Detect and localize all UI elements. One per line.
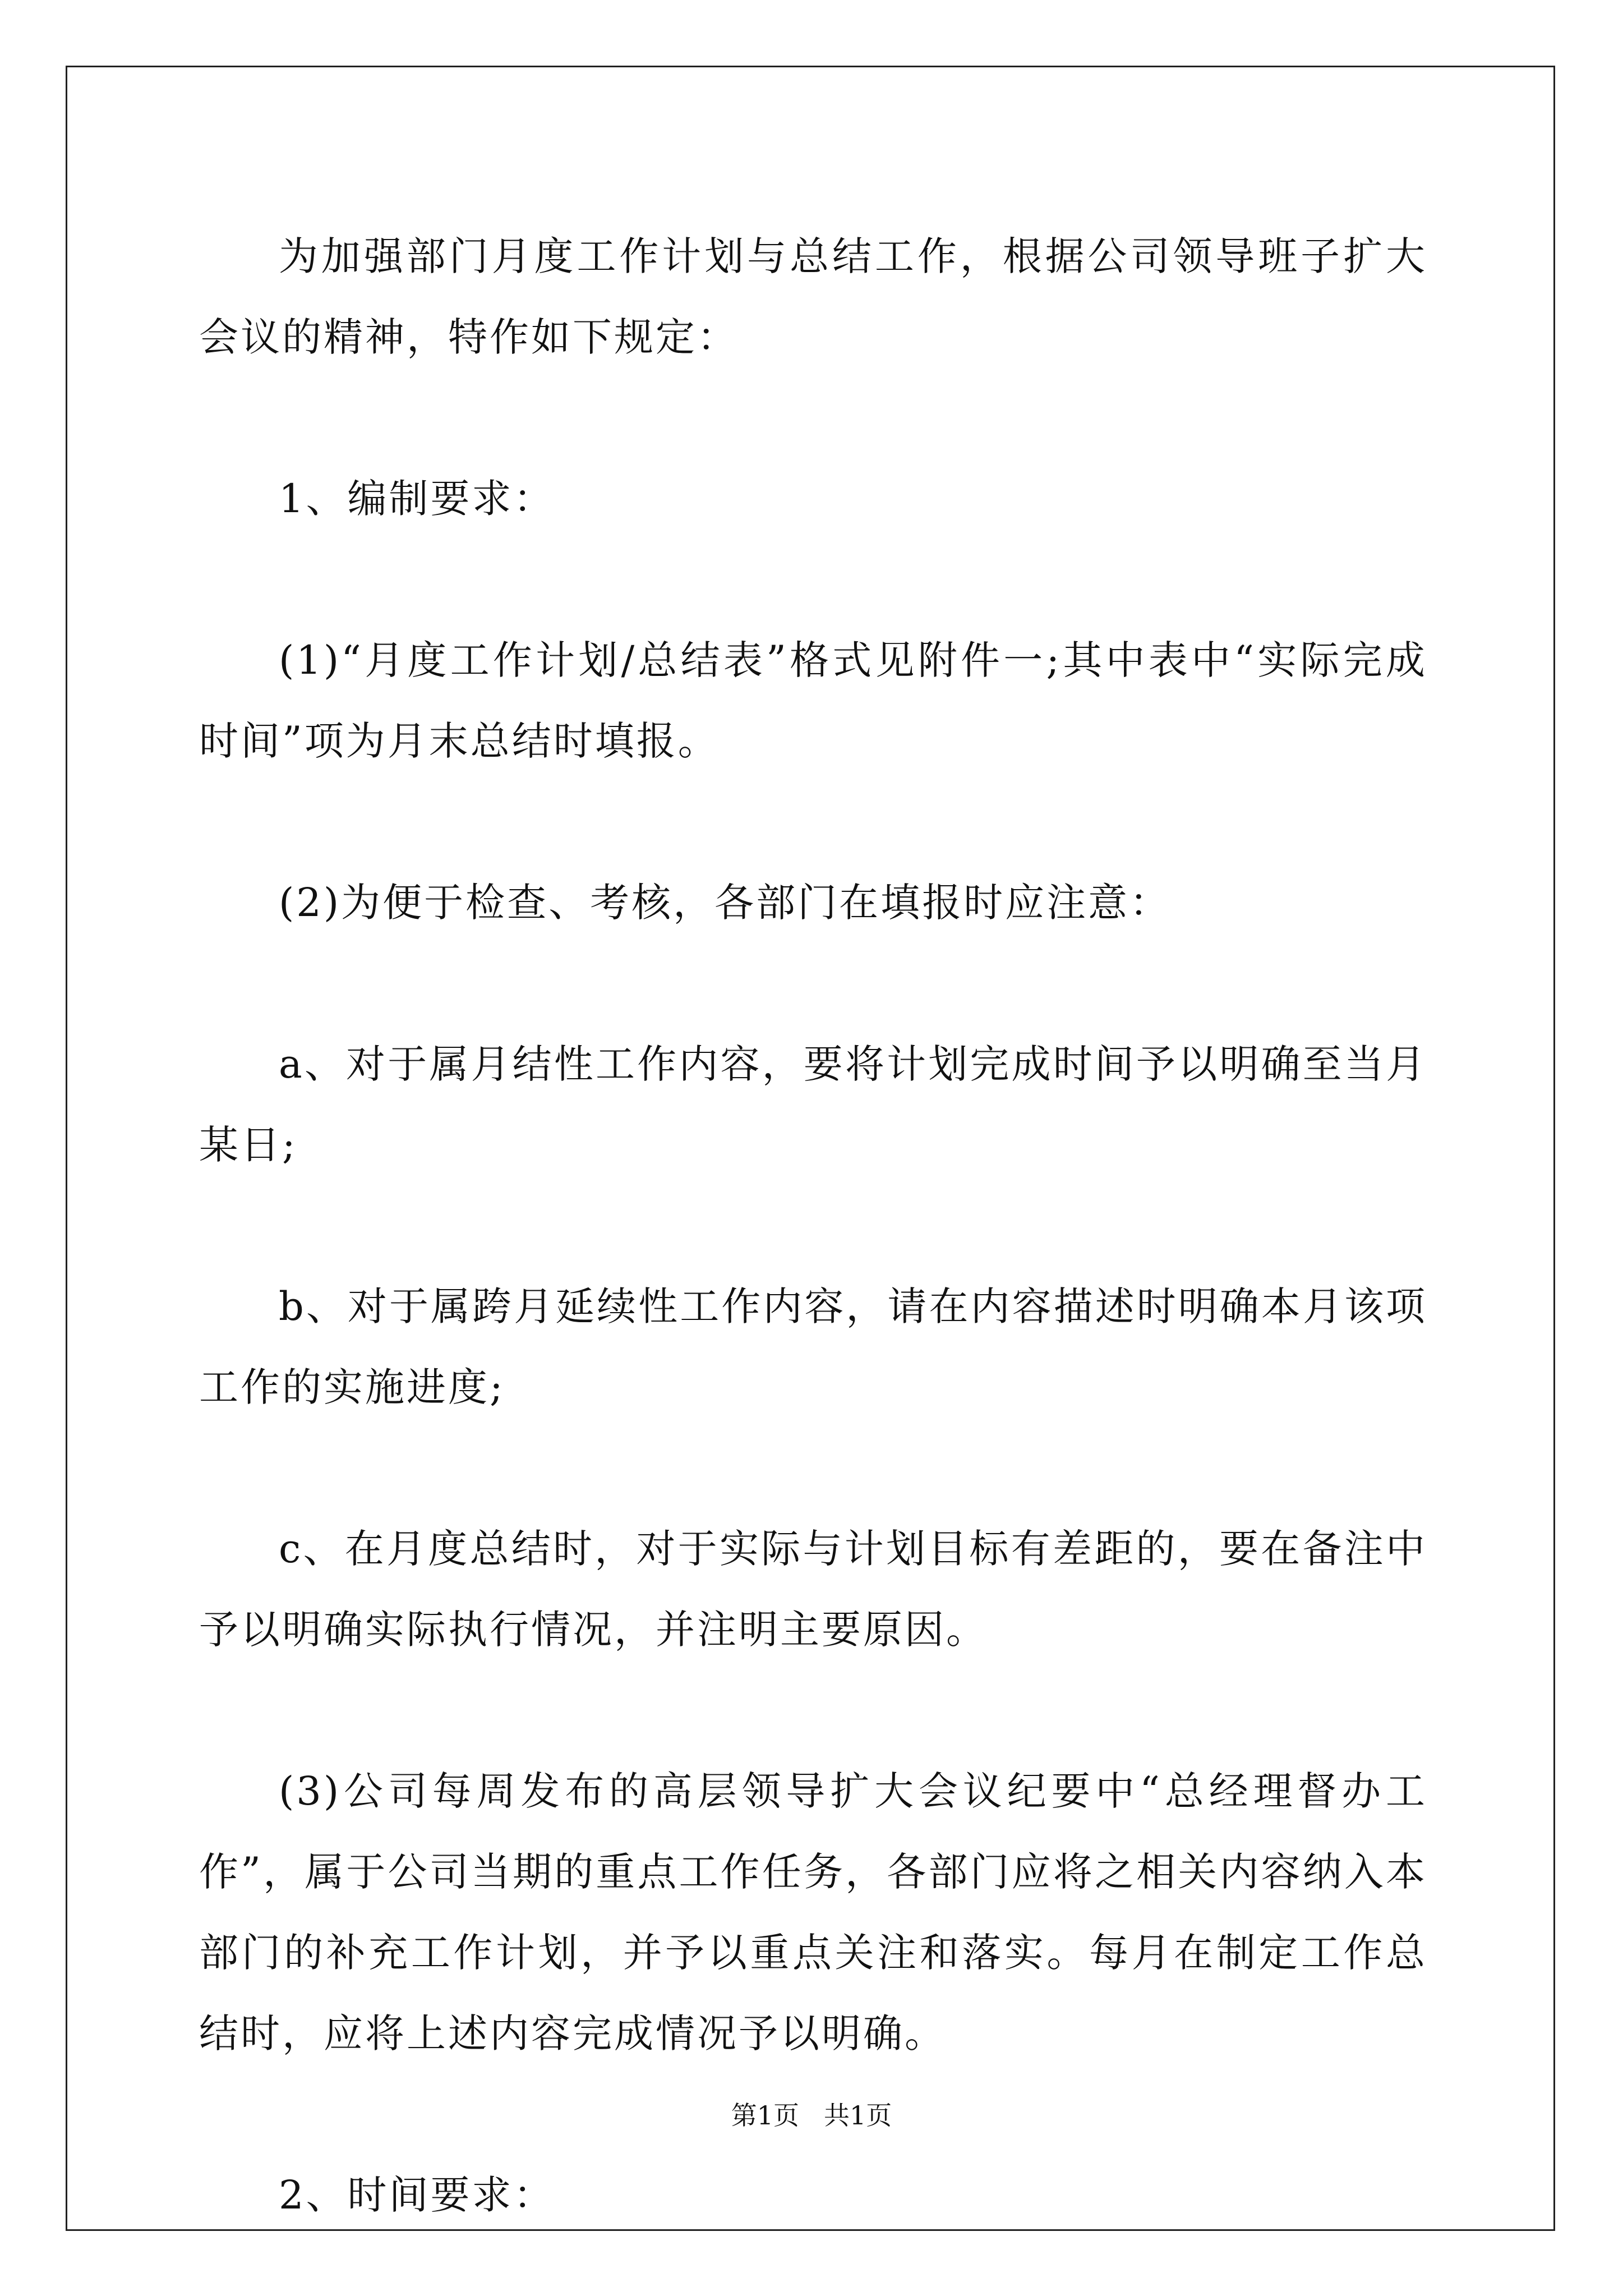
- paragraph-item-2: (2)为便于检查、考核，各部门在填报时应注意：: [279, 880, 1172, 926]
- paragraph-item-3: (3)公司每周发布的高层领导扩大会议纪要中“总经理督办工作”，属于公司当期的重点工作任务，各部门应将之相关内容纳入本部门的补充工作计划，并予以重点关注和落实。每月在制定工作总结时，应将上述内容完成情况予以明确。: [199, 1768, 1427, 2056]
- paragraph-intro: 为加强部门月度工作计划与总结工作，根据公司领导班子扩大会议的精神，特作如下规定：: [199, 233, 1427, 360]
- paragraph-item-2b: b、对于属跨月延续性工作内容，请在内容描述时明确本月该项工作的实施进度;: [199, 1283, 1427, 1410]
- page-number: 第1页: [731, 2100, 800, 2131]
- paragraph-item-1: (1)“月度工作计划/总结表”格式见附件一;其中表中“实际完成时间”项为月末总结时填报。: [199, 637, 1427, 764]
- page-total: 共1页: [823, 2100, 892, 2131]
- paragraph-item-2c: c、在月度总结时，对于实际与计划目标有差距的，要在备注中予以明确实际执行情况，并注明主要原因。: [199, 1526, 1427, 1653]
- paragraph-item-2a: a、对于属月结性工作内容，要将计划完成时间予以明确至当月某日;: [199, 1041, 1427, 1168]
- page-footer: [0, 2095, 1623, 2132]
- paragraph-section-1-heading: 1、编制要求：: [279, 476, 555, 522]
- document-body: [199, 216, 1427, 2235]
- paragraph-section-2-heading: 2、时间要求：: [279, 2172, 555, 2218]
